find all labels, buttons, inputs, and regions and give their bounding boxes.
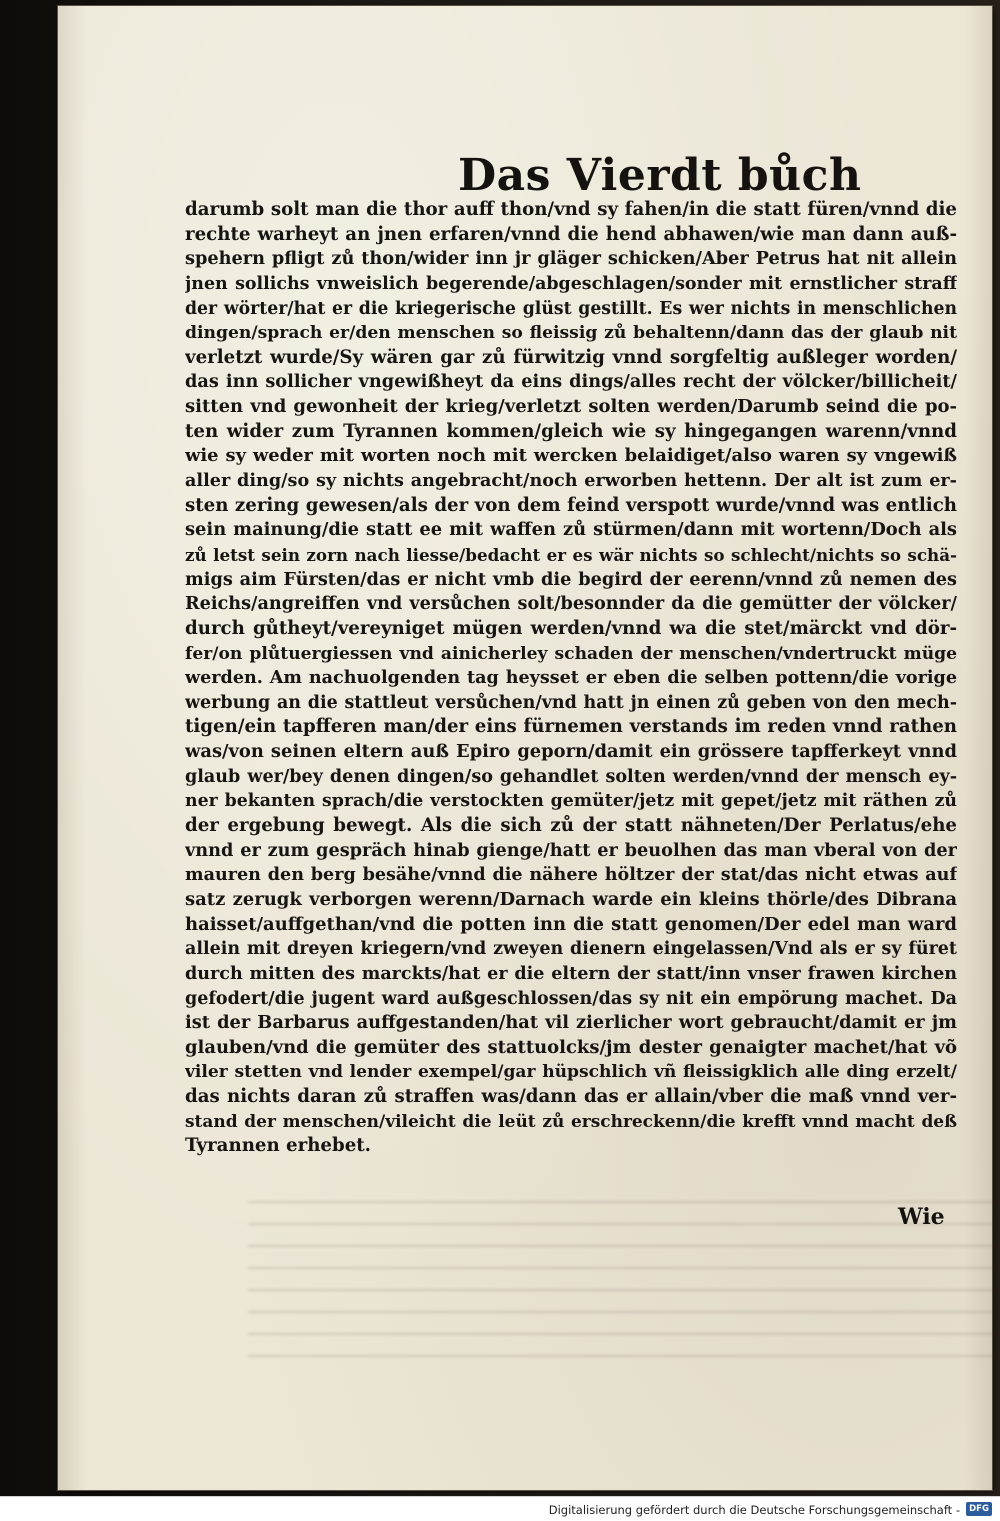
text-line: fer/on plůtuergiessen vnd ainicherley schaden der menschen/vndertruckt müge bbox=[185, 643, 957, 664]
body-text bbox=[185, 198, 957, 1159]
text-line: sten zering gewesen/als der von dem feind verspott wurde/vnnd was entlich bbox=[185, 494, 957, 516]
text-line: gefodert/die jugent ward außgeschlossen/das sy nit ein empörung machet. Da bbox=[185, 988, 957, 1009]
text-line: spehern pfligt zů thon/wider inn jr gläger schicken/Aber Petrus hat nit allein bbox=[185, 248, 957, 270]
text-line: tigen/ein tapfferen man/der eins fürnemen verstands im reden vnnd rathen bbox=[185, 716, 957, 738]
dfg-logo[interactable]: DFG bbox=[966, 1502, 992, 1516]
text-line: ner bekanten sprach/die verstockten gemüter/jetz mit gepet/jetz mit räthen zů bbox=[185, 791, 957, 812]
text-line: jnen sollichs vnweislich begerende/abgeschlagen/sonder mit ernstlicher straff bbox=[185, 273, 957, 294]
catchword: Wie bbox=[898, 1204, 945, 1230]
text-line: sitten vnd gewonheit der krieg/verletzt solten werden/Darumb seind die po- bbox=[185, 396, 957, 418]
text-line: darumb solt man die thor auff thon/vnd sy fahen/in die statt füren/vnnd die bbox=[185, 199, 957, 220]
text-line: ten wider zum Tyrannen kommen/gleich wie sy hingegangen warenn/vnnd bbox=[185, 420, 957, 442]
text-line: wie sy weder mit worten noch mit wercken belaidiget/also waren sy vngewiß bbox=[185, 445, 957, 467]
text-line: stand der menschen/vileicht die leüt zů erschreckenn/die krefft vnnd macht deß bbox=[185, 1111, 957, 1132]
text-line: der ergebung bewegt. Als die sich zů der statt nähneten/Der Perlatus/ehe bbox=[185, 815, 957, 837]
text-line: viler stetten vnd lender exempel/gar hüpschlich vñ fleissigklich alle ding erzelt/ bbox=[185, 1062, 957, 1083]
text-line: Tyrannen erhebet. bbox=[185, 1135, 372, 1157]
text-line: das inn sollicher vngewißheyt da eins dings/alles recht der völcker/billicheit/ bbox=[185, 371, 957, 393]
text-line: verletzt wurde/Sy wären gar zů fürwitzig vnnd sorgfeltig außleger worden/ bbox=[185, 346, 957, 368]
text-line: rechte warheyt an jnen erfaren/vnnd die hend abhawen/wie man dann auß- bbox=[185, 223, 957, 245]
text-line: glaub wer/bey denen dingen/so gehandlet solten werden/vnnd der mensch ey- bbox=[185, 766, 957, 787]
funding-credit: Digitalisierung gefördert durch die Deutsche Forschungsgemeinschaft - bbox=[548, 1503, 960, 1517]
text-line: vnnd er zum gespräch hinab gienge/hatt er beuolhen das man vberal von der bbox=[185, 839, 957, 861]
text-line: migs aim Fürsten/das er nicht vmb die begird der eerenn/vnnd zů nemen des bbox=[185, 568, 957, 590]
text-line: Reichs/angreiffen vnd versůchen solt/besonnder da die gemütter der völcker/ bbox=[185, 593, 957, 615]
text-line: werbung an die stattleut versůchen/vnd hatt jn einen zů geben von den mech- bbox=[185, 692, 957, 713]
text-line: allein mit dreyen kriegern/vnd zweyen dienern eingelassen/Vnd als er sy füret bbox=[185, 939, 957, 960]
text-line: der wörter/hat er die kriegerische glüst gestillt. Es wer nichts in menschlichen bbox=[185, 298, 957, 319]
running-head: Das Vierdt bůch bbox=[458, 150, 862, 201]
text-line: durch mitten des marckts/hat er die eltern der statt/inn vnser frawen kirchen bbox=[185, 963, 957, 984]
credit-bar bbox=[0, 1496, 1000, 1521]
bleed-through-text bbox=[248, 1201, 1000, 1371]
text-line: sein mainung/die statt ee mit waffen zů stürmen/dann mit wortenn/Doch als bbox=[185, 519, 957, 541]
text-line: mauren den berg besähe/vnnd die nähere höltzer der stat/das nicht etwas auf bbox=[185, 865, 957, 886]
text-line: durch gůtheyt/vereyniget mügen werden/vnnd wa die stet/märckt vnd dör- bbox=[185, 617, 957, 639]
text-line: ist der Barbarus auffgestanden/hat vil zierlicher wort gebraucht/damit er jm bbox=[185, 1012, 957, 1034]
text-line: aller ding/so sy nichts angebracht/noch erworben hettenn. Der alt ist zum er- bbox=[185, 470, 957, 492]
text-line: werden. Am nachuolgenden tag heysset er eben die selben pottenn/die vorige bbox=[185, 668, 957, 689]
text-line: haisset/auffgethan/vnd die potten inn die statt genomen/Der edel man ward bbox=[185, 913, 957, 935]
text-line: satz zerugk verborgen werenn/Darnach warde ein kleins thörle/des Dibrana bbox=[185, 888, 957, 910]
text-line: das nichts daran zů straffen was/dann das er allain/vber die maß vnnd ver- bbox=[185, 1086, 957, 1108]
text-line: dingen/sprach er/den menschen so fleissig zů behaltenn/dann das der glaub nit bbox=[185, 323, 957, 344]
text-line: was/von seinen eltern auß Epiro geporn/damit ein grössere tapfferkeyt vnnd bbox=[185, 741, 957, 763]
text-line: zů letst sein zorn nach liesse/bedacht er es wär nichts so schlecht/nichts so schä- bbox=[185, 544, 957, 565]
text-line: glauben/vnd die gemüter des stattuolcks/jm dester genaigter machet/hat võ bbox=[185, 1036, 957, 1058]
